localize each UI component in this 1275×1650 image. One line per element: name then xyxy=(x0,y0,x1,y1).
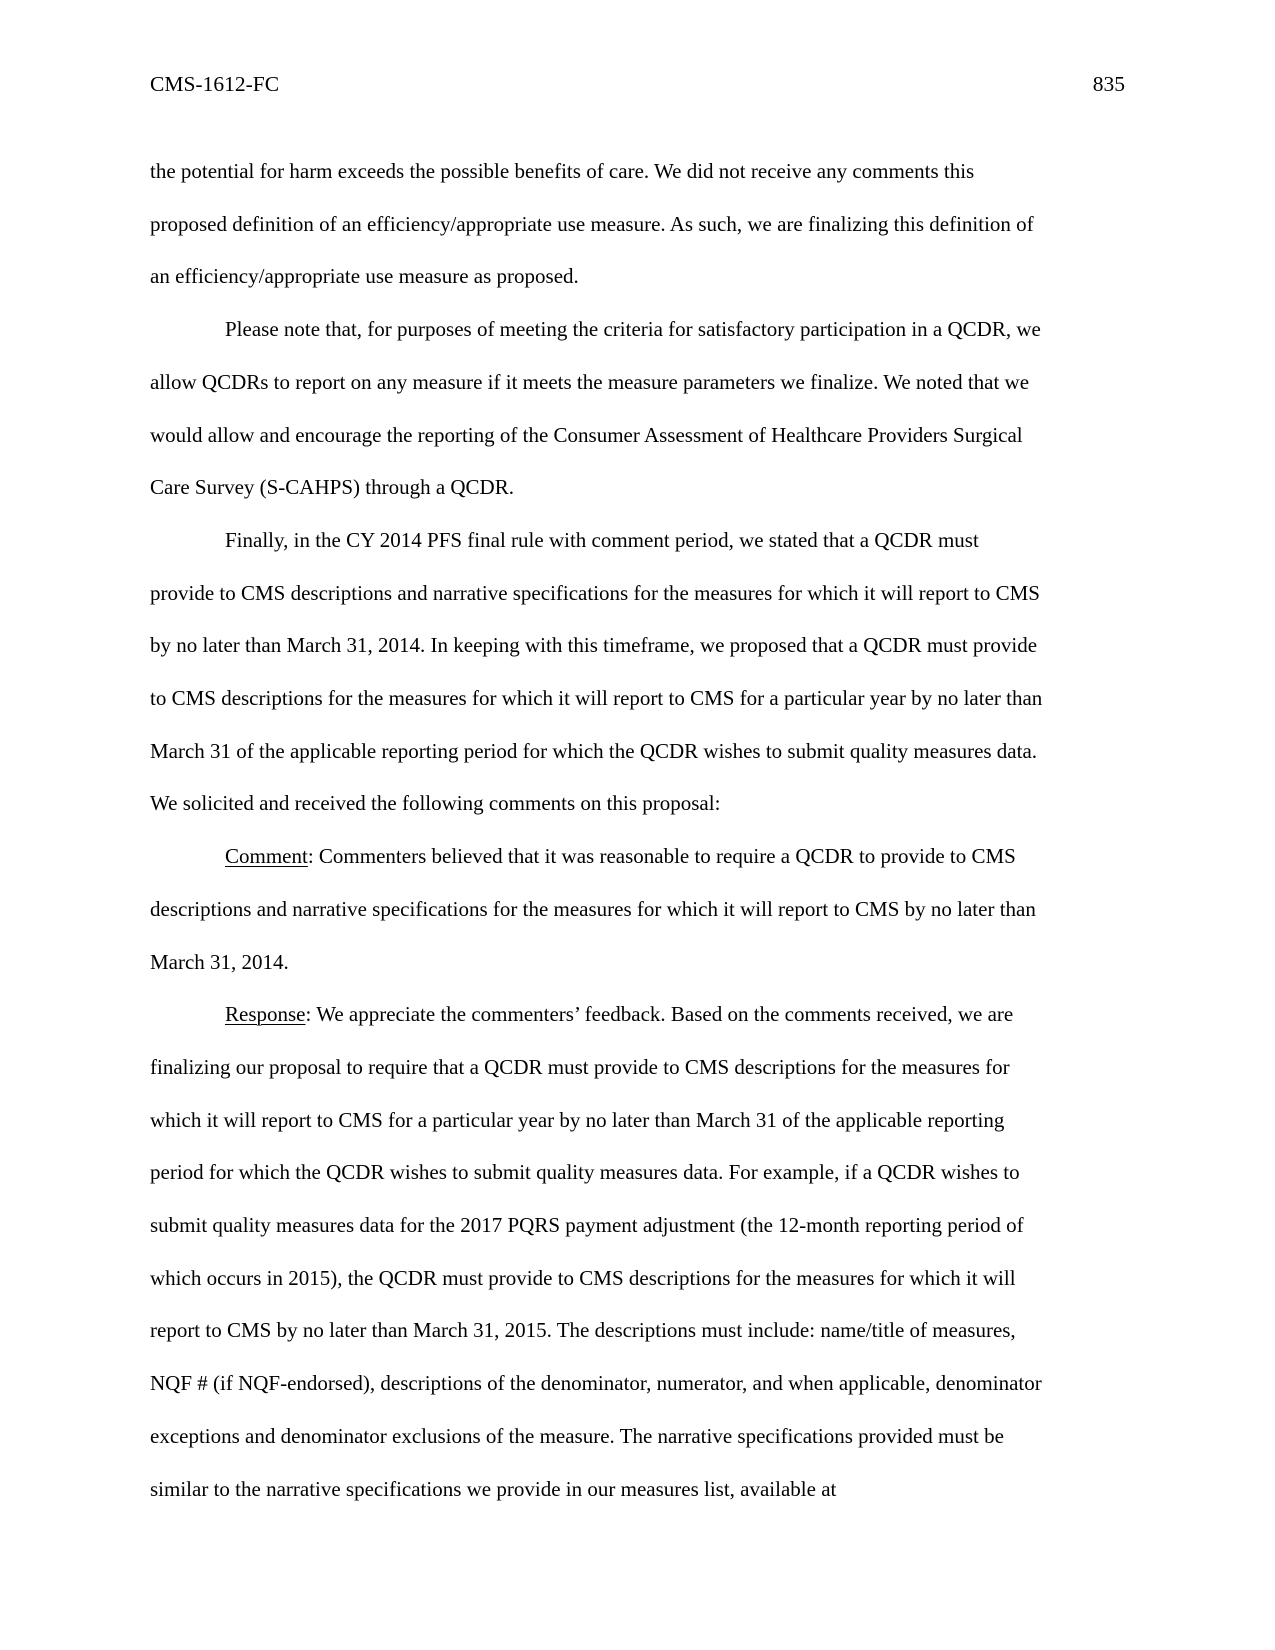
text-line: submit quality measures data for the 2017 PQRS payment adjustment (the 12-month reporting period of xyxy=(150,1213,1024,1238)
comment-paragraph-first-line xyxy=(150,830,1125,883)
text-line: We solicited and received the following comments on this proposal: xyxy=(150,791,721,816)
text-line: exceptions and denominator exclusions of the measure. The narrative specifications provided must be xyxy=(150,1423,1004,1448)
page-header xyxy=(150,72,1125,104)
text-line: March 31 of the applicable reporting period for which the QCDR wishes to submit quality measures data. xyxy=(150,738,1038,763)
response-paragraph-first-line xyxy=(150,988,1125,1041)
text-line: provide to CMS descriptions and narrative specifications for the measures for which it will report to CMS xyxy=(150,580,1040,605)
text-line: NQF # (if NQF-endorsed), descriptions of the denominator, numerator, and when applicable, denominator xyxy=(150,1371,1042,1396)
body-text xyxy=(150,145,1125,1515)
text-line: the potential for harm exceeds the possible benefits of care. We did not receive any comments this xyxy=(150,159,975,183)
response-label: Response xyxy=(225,1002,306,1027)
text-line: March 31, 2014. xyxy=(150,949,289,974)
text-line: similar to the narrative specifications we provide in our measures list, available at xyxy=(150,1476,837,1501)
text-line: by no later than March 31, 2014. In keeping with this timeframe, we proposed that a QCDR must provide xyxy=(150,633,1038,658)
text-line: to CMS descriptions for the measures for which it will report to CMS for a particular year by no later than xyxy=(150,686,1043,711)
text-line: descriptions and narrative specifications for the measures for which it will report to CMS by no later than xyxy=(150,896,1036,921)
text-line: which occurs in 2015), the QCDR must provide to CMS descriptions for the measures for which it will xyxy=(150,1265,1016,1290)
text-line: Care Survey (S-CAHPS) through a QCDR. xyxy=(150,475,514,500)
text-line: would allow and encourage the reporting of the Consumer Assessment of Healthcare Providers Surgical xyxy=(150,422,1023,447)
text-line: proposed definition of an efficiency/appropriate use measure. As such, we are finalizing this definition of xyxy=(150,211,1034,236)
text-line: an efficiency/appropriate use measure as proposed. xyxy=(150,264,579,289)
text-line: Finally, in the CY 2014 PFS final rule with comment period, we stated that a QCDR must xyxy=(225,527,979,552)
text-line: period for which the QCDR wishes to submit quality measures data. For example, if a QCDR wishes to xyxy=(150,1160,1020,1185)
comment-label: Comment xyxy=(225,844,308,869)
text-line: report to CMS by no later than March 31, 2015. The descriptions must include: name/title of measures, xyxy=(150,1318,1016,1343)
text-line: : We appreciate the commenters’ feedback. Based on the comments received, we are xyxy=(305,1002,1014,1027)
text-line: which it will report to CMS for a particular year by no later than March 31 of the applicable reporting xyxy=(150,1107,1005,1132)
text-line: allow QCDRs to report on any measure if it meets the measure parameters we finalize. We noted that we xyxy=(150,369,1030,394)
text-line: Please note that, for purposes of meeting the criteria for satisfactory participation in a QCDR, we xyxy=(225,317,1041,342)
text-line: finalizing our proposal to require that a QCDR must provide to CMS descriptions for the measures for xyxy=(150,1054,1010,1079)
page-number: 835 xyxy=(1092,72,1125,96)
document-id: CMS-1612-FC xyxy=(150,72,280,96)
text-line: : Commenters believed that it was reasonable to require a QCDR to provide to CMS xyxy=(307,844,1016,869)
